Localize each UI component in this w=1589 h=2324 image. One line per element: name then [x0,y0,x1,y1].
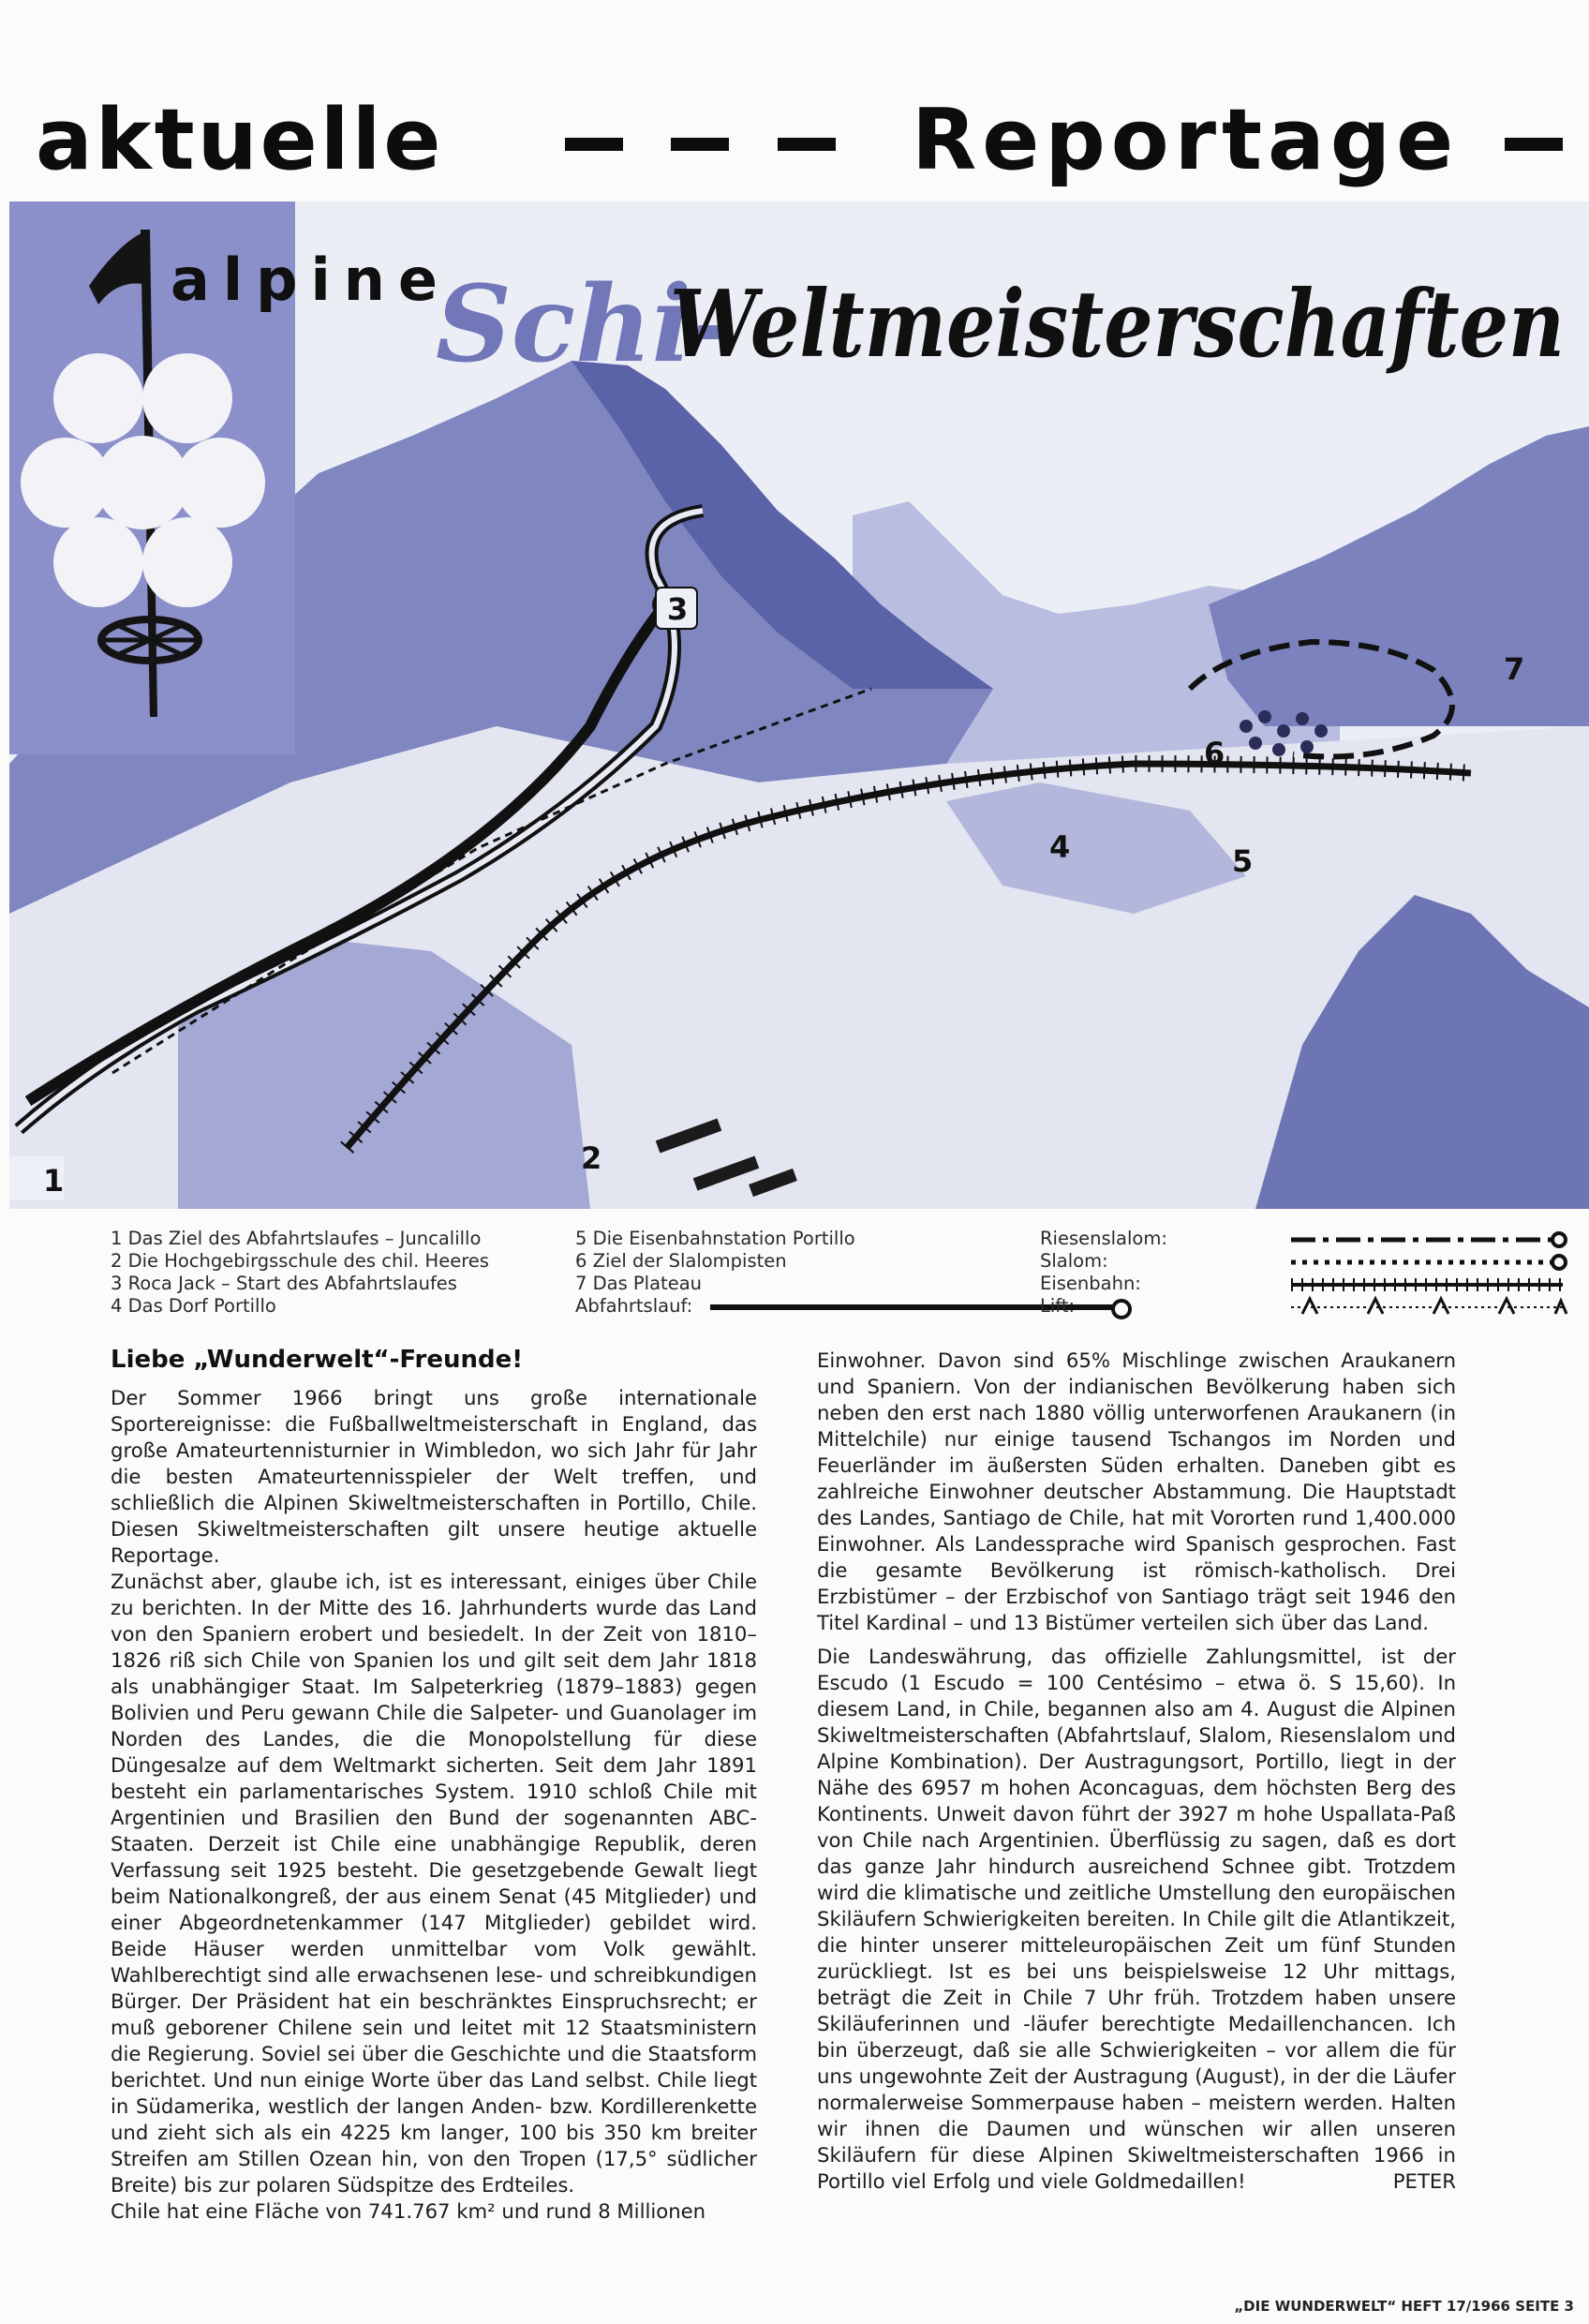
paragraph: Chile hat eine Fläche von 741.767 km² und rund 8 Millionen [111,2199,706,2223]
legend-item: Abfahrtslauf: [575,1295,693,1317]
paragraph: Der Sommer 1966 bringt uns große internationale Sportereignisse: die Fußballweltmeisterschaft in England, das große Amateurtennisturnier in Wimbledon, wo sich Jahr für Jahr die besten Amateurtennisspieler der Welt treffen, und schließlich die Alpinen Skiweltmeisterschaften in Portillo, Chile. Diesen Skiweltmeisterschaften gilt unsere heutige aktuelle Reportage. [111,1386,757,1567]
legend-item: Riesenslalom: [1040,1228,1167,1249]
legend-column-3 [1040,1228,1167,1318]
header-dash [671,138,729,151]
author-signoff: PETER [1392,2169,1456,2193]
marker-5: 5 [1232,843,1254,879]
legend-item: 4 Das Dorf Portillo [111,1295,276,1317]
header-word-aktuelle: aktuelle [36,91,444,189]
header-dash [778,138,836,151]
legend-item: 6 Ziel der Slalompisten [575,1250,787,1272]
marker-2: 2 [581,1140,602,1176]
header-dash [1505,138,1563,151]
paragraph: Einwohner. Davon sind 65% Mischlinge zwischen Araukanern und Spaniern. Von der indianischen Bevölkerung haben sich neben den erst nach 1880 völlig unterworfenen Araukanern (in Mittelchile) nur einige tausend Tschangos im Norden und Feuerländer im äußersten Süden erhalten. Daneben gibt es zahlreiche Einwohner deutscher Abstammung. Die Hauptstadt des Landes, Santiago de Chile, hat mit Vororten rund 1,400.000 Einwohner. Als Landessprache wird Spanisch gesprochen. Fast die gesamte Bevölkerung ist römisch-katholisch. Drei Erzbistümer – der Erzbischof von Santiago trägt seit 1946 den Titel Kardinal – und 13 Bistümer verteilen sich über das Land. [817,1348,1456,1634]
ski-map-illustration [9,201,1589,1209]
legend-item: 1 Das Ziel des Abfahrtslaufes – Juncalillo [111,1228,482,1249]
legend-column-1 [111,1228,489,1318]
map-legend [111,1228,1469,1321]
marker-1: 1 [43,1163,65,1199]
logo-word-alpine: alpine [171,246,451,314]
page-header [36,89,1572,192]
header-dash [565,138,623,151]
legend-item: 3 Roca Jack – Start des Abfahrtslaufes [111,1273,457,1294]
legend-item: Eisenbahn: [1040,1273,1141,1294]
legend-symbols [1282,1228,1572,1321]
header-word-reportage: Reportage [912,91,1460,189]
marker-7: 7 [1504,651,1525,687]
legend-item: Slalom: [1040,1250,1108,1272]
title-weltmeisterschaften: Weltmeisterschaften [670,271,1565,379]
paragraph: Zunächst aber, glaube ich, ist es interessant, einiges über Chile zu berichten. In der Mitte des 16. Jahrhunderts wurde das Land von den Spaniern erobert und besiedelt. In der Zeit von 1810–1826 riß sich Chile von Spanien los und gilt seit dem Jahr 1818 als unabhängiger Staat. Im Salpeterkrieg (1879–1883) gegen Bolivien und Peru gewann Chile die Salpeter- und Guanolager im Norden des Landes, die die Monopolstellung für diese Düngesalze auf dem Weltmarkt sicherten. Seit dem Jahr 1891 besteht ein parlamentarisches System. 1910 schloß Chile mit Argentinien und Brasilien den Bund der sogenannten ABC-Staaten. Derzeit ist Chile eine unabhängige Republik, deren Verfassung seit 1925 besteht. Die gesetzgebende Gewalt liegt beim Nationalkongreß, der aus einem Senat (45 Mitglieder) und einer Abgeordnetenkammer (147 Mitglieder) gebildet wird. Beide Häuser werden unmittelbar vom Volk gewählt. Wahlberechtigt sind alle erwachsenen lese- und schreibkundigen Bürger. Der Präsident hat ein beschränktes Einspruchsrecht; er muß geborener Chilene sein und leitet mit 12 Staatsministern die Regierung. Soviel sei über die Geschichte und die Staatsform berichtet. Und nun einige Worte über das Land selbst. Chile liegt in Südamerika, westlich der langen Anden- bzw. Kordillerenkette und zieht sich als ein 4225 km langer, 100 bis 350 km breiter Streifen am Stillen Ozean hin, von den Tropen (17,5° südlicher Breite) bis zur polaren Südspitze des Erdteiles. [111,1570,757,2197]
marker-6: 6 [1204,736,1225,771]
article-column-right [817,1348,1456,2195]
marker-4: 4 [1049,829,1071,865]
legend-item: Lift: [1040,1295,1076,1317]
title-schi: Schi- [436,263,735,386]
article-column-left [111,1385,757,2225]
article-greeting: Liebe „Wunderwelt“-Freunde! [111,1346,524,1374]
marker-3: 3 [667,591,689,627]
paragraph [817,1644,1456,2195]
paragraph-text: Die Landeswährung, das offizielle Zahlungsmittel, ist der Escudo (1 Escudo = 100 Centésimo – etwa ö. S 15,60). In diesem Land, in Chile, begannen also am 4. August die Alpinen Skiweltmeisterschaften (Abfahrtslauf, Slalom, Riesenslalom und Alpine Kombination). Der Austragungsort, Portillo, liegt in der Nähe des 6957 m hohen Aconcaguas, dem höchsten Berg des Kontinents. Unweit davon führt der 3927 m hohe Uspallata-Paß von Chile nach Argentinien. Überflüssig zu sagen, daß es dort das ganze Jahr hindurch ausreichend Schnee gibt. Trotzdem wird die klimatische und zeitliche Umstellung den europäischen Skiläufern Schwierigkeiten bereiten. In Chile gilt die Atlantikzeit, die hinter unserer mitteleuropäischen Zeit um fünf Stunden zurückliegt. Ist es bei uns beispielsweise 12 Uhr mittags, beträgt die Zeit in Chile 7 Uhr früh. Trotzdem haben unsere Skiläuferinnen und -läufer berechtigte Medaillenchancen. Ich bin überzeugt, daß sie alle Schwierigkeiten – vor allem die für uns ungewohnte Zeit der Austragung (August), in der die Läufer normalerweise Sommerpause haben – meistern werden. Halten wir ihnen die Daumen und wünschen wir allen unseren Skiläufern für diese Alpinen Skiweltmeisterschaften 1966 in Portillo viel Erfolg und viele Goldmedaillen! [817,1645,1456,2193]
legend-item: 2 Die Hochgebirgsschule des chil. Heeres [111,1250,489,1272]
page-footer: „DIE WUNDERWELT“ HEFT 17/1966 SEITE 3 [1234,2298,1574,2315]
legend-item: 5 Die Eisenbahnstation Portillo [575,1228,855,1249]
legend-item: 7 Das Plateau [575,1273,703,1294]
